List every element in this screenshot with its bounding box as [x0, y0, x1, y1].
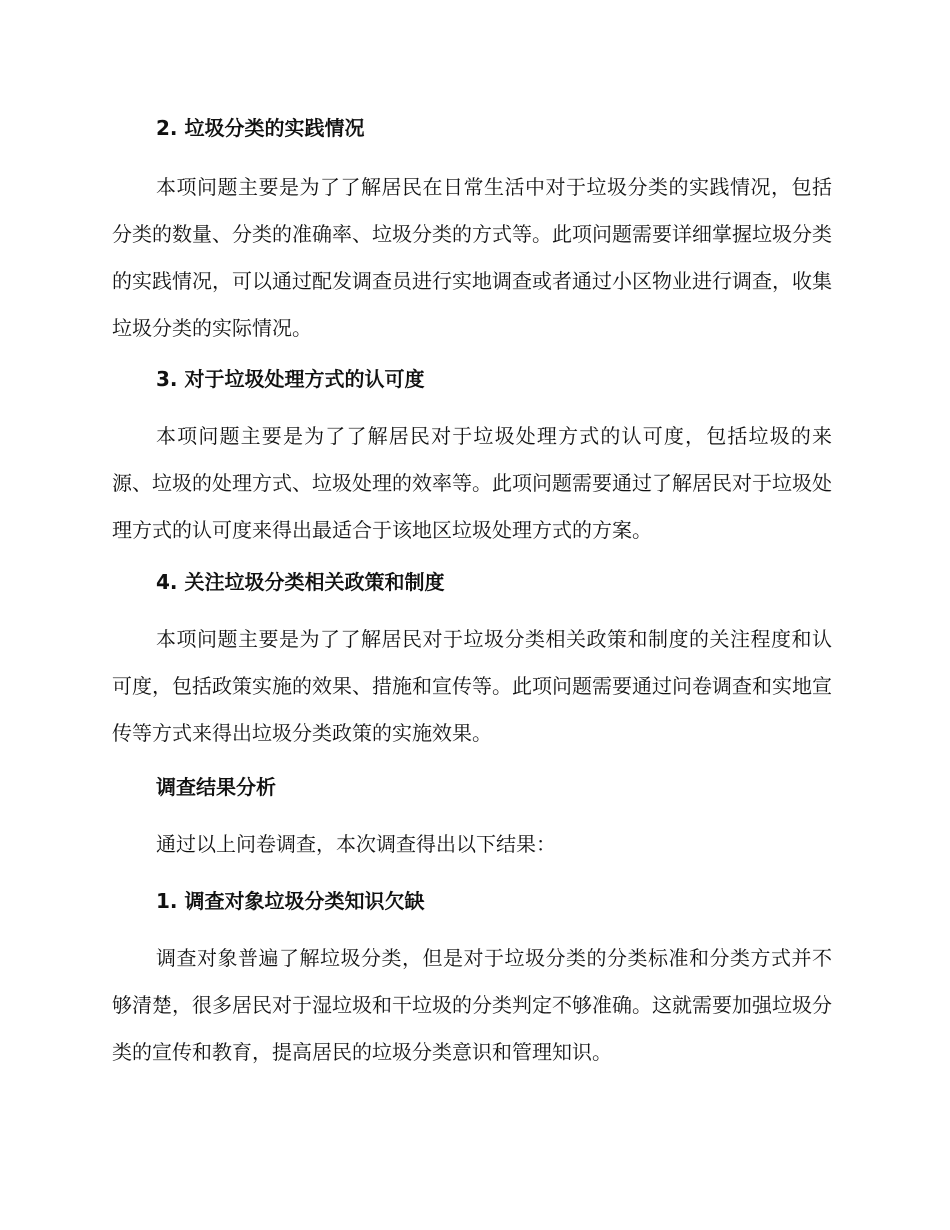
section-heading-approval: 3. 对于垃圾处理方式的认可度	[156, 367, 425, 391]
paragraph-text: 调查对象普遍了解垃圾分类，但是对于垃圾分类的分类标准和分类方式并不够清楚，很多居民对于湿垃圾和干垃圾的分类判定不够准确。这就需要加强垃圾分类的宣传和教育，提高居民的垃圾分类意识和管理知识。	[112, 946, 832, 1064]
section-paragraph-practice	[112, 164, 832, 352]
paragraph-text: 本项问题主要是为了了解居民对于垃圾分类相关政策和制度的关注程度和认可度，包括政策实施的效果、措施和宣传等。此项问题需要通过问卷调查和实地宣传等方式来得出垃圾分类政策的实施效果。	[112, 627, 832, 745]
paragraph-text: 本项问题主要是为了了解居民对于垃圾处理方式的认可度，包括垃圾的来源、垃圾的处理方式、垃圾处理的效率等。此项问题需要通过了解居民对于垃圾处理方式的认可度来得出最适合于该地区垃圾处理方式的方案。	[112, 424, 832, 542]
analysis-heading: 调查结果分析	[156, 775, 276, 799]
analysis-item-paragraph	[112, 935, 832, 1076]
section-paragraph-approval	[112, 413, 832, 554]
section-heading-practice: 2. 垃圾分类的实践情况	[156, 116, 365, 140]
analysis-item-heading: 1. 调查对象垃圾分类知识欠缺	[156, 889, 425, 913]
section-heading-policy: 4. 关注垃圾分类相关政策和制度	[156, 570, 445, 594]
paragraph-text: 本项问题主要是为了了解居民在日常生活中对于垃圾分类的实践情况，包括分类的数量、分类的准确率、垃圾分类的方式等。此项问题需要详细掌握垃圾分类的实践情况，可以通过配发调查员进行实地调查或者通过小区物业进行调查，收集垃圾分类的实际情况。	[112, 175, 832, 340]
analysis-intro: 通过以上问卷调查，本次调查得出以下结果：	[156, 832, 556, 856]
section-paragraph-policy	[112, 616, 832, 757]
